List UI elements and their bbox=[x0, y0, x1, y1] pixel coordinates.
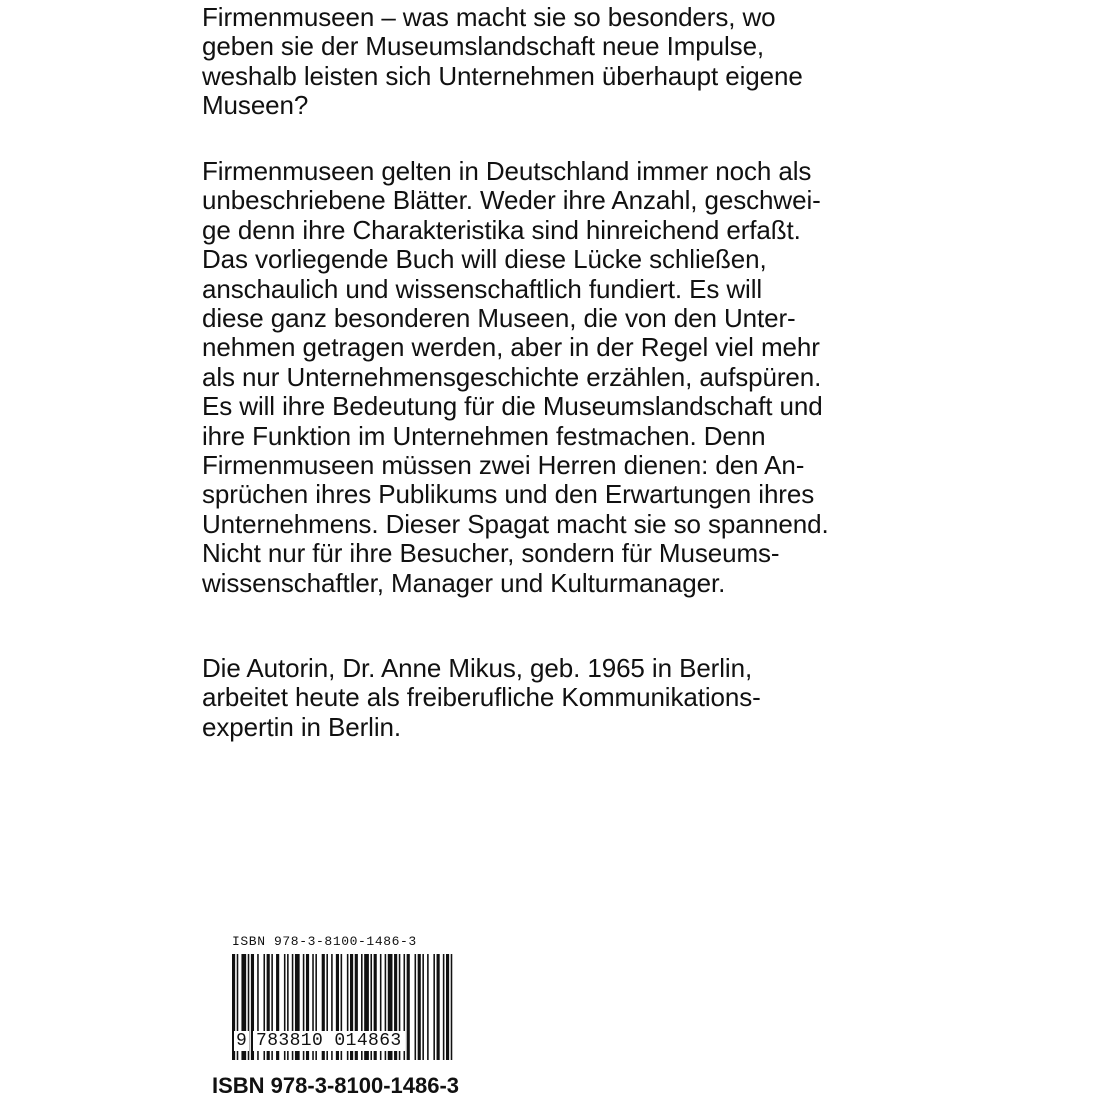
text-line: Die Autorin, Dr. Anne Mikus, geb. 1965 in Berlin, bbox=[202, 653, 753, 683]
text-line: als nur Unternehmensgeschichte erzählen, aufspüren. bbox=[202, 361, 822, 392]
description-paragraph bbox=[202, 157, 942, 598]
text-line: diese ganz besonderen Museen, die von den Unter- bbox=[202, 303, 796, 334]
text-line: Firmenmuseen gelten in Deutschland immer noch als bbox=[202, 156, 812, 186]
text-line: unbeschriebene Blätter. Weder ihre Anzahl, geschwei- bbox=[202, 185, 821, 216]
text-line: Firmenmuseen müssen zwei Herren dienen: den An- bbox=[202, 450, 805, 481]
barcode-isbn-label: ISBN 978-3-8100-1486-3 bbox=[232, 934, 417, 949]
text-line: Unternehmens. Dieser Spagat macht sie so spannend. bbox=[202, 508, 829, 539]
text-line: ihre Funktion im Unternehmen festmachen. Denn bbox=[202, 420, 766, 451]
author-paragraph bbox=[202, 654, 942, 742]
text-line: weshalb leisten sich Unternehmen überhaupt eigene bbox=[202, 60, 803, 91]
barcode-digits: 783810 014863 bbox=[253, 1031, 405, 1051]
text-line: nehmen getragen werden, aber in der Regel viel mehr bbox=[202, 332, 820, 363]
text-line: expertin in Berlin. bbox=[202, 711, 401, 742]
isbn-footer: ISBN 978-3-8100-1486-3 bbox=[212, 1073, 460, 1098]
text-line: Es will ihre Bedeutung für die Museumslandschaft und bbox=[202, 391, 823, 422]
text-line: geben sie der Museumslandschaft neue Impulse, bbox=[202, 31, 765, 62]
text-line: arbeitet heute als freiberufliche Kommunikations- bbox=[202, 682, 761, 713]
text-line: anschaulich und wissenschaftlich fundiert. Es will bbox=[202, 273, 763, 304]
barcode-first-digit: 9 bbox=[236, 1031, 247, 1051]
text-line: wissenschaftler, Manager und Kulturmanager. bbox=[202, 567, 726, 598]
text-line: Das vorliegende Buch will diese Lücke schließen, bbox=[202, 244, 767, 275]
text-line: Nicht nur für ihre Besucher, sondern für Museums- bbox=[202, 538, 780, 569]
text-line: Firmenmuseen – was macht sie so besonders, wo bbox=[202, 2, 776, 32]
text-line: Museen? bbox=[202, 90, 309, 121]
text-line: sprüchen ihres Publikums und den Erwartungen ihres bbox=[202, 479, 815, 510]
intro-paragraph bbox=[202, 3, 942, 121]
text-line: ge denn ihre Charakteristika sind hinreichend erfaßt. bbox=[202, 214, 801, 245]
